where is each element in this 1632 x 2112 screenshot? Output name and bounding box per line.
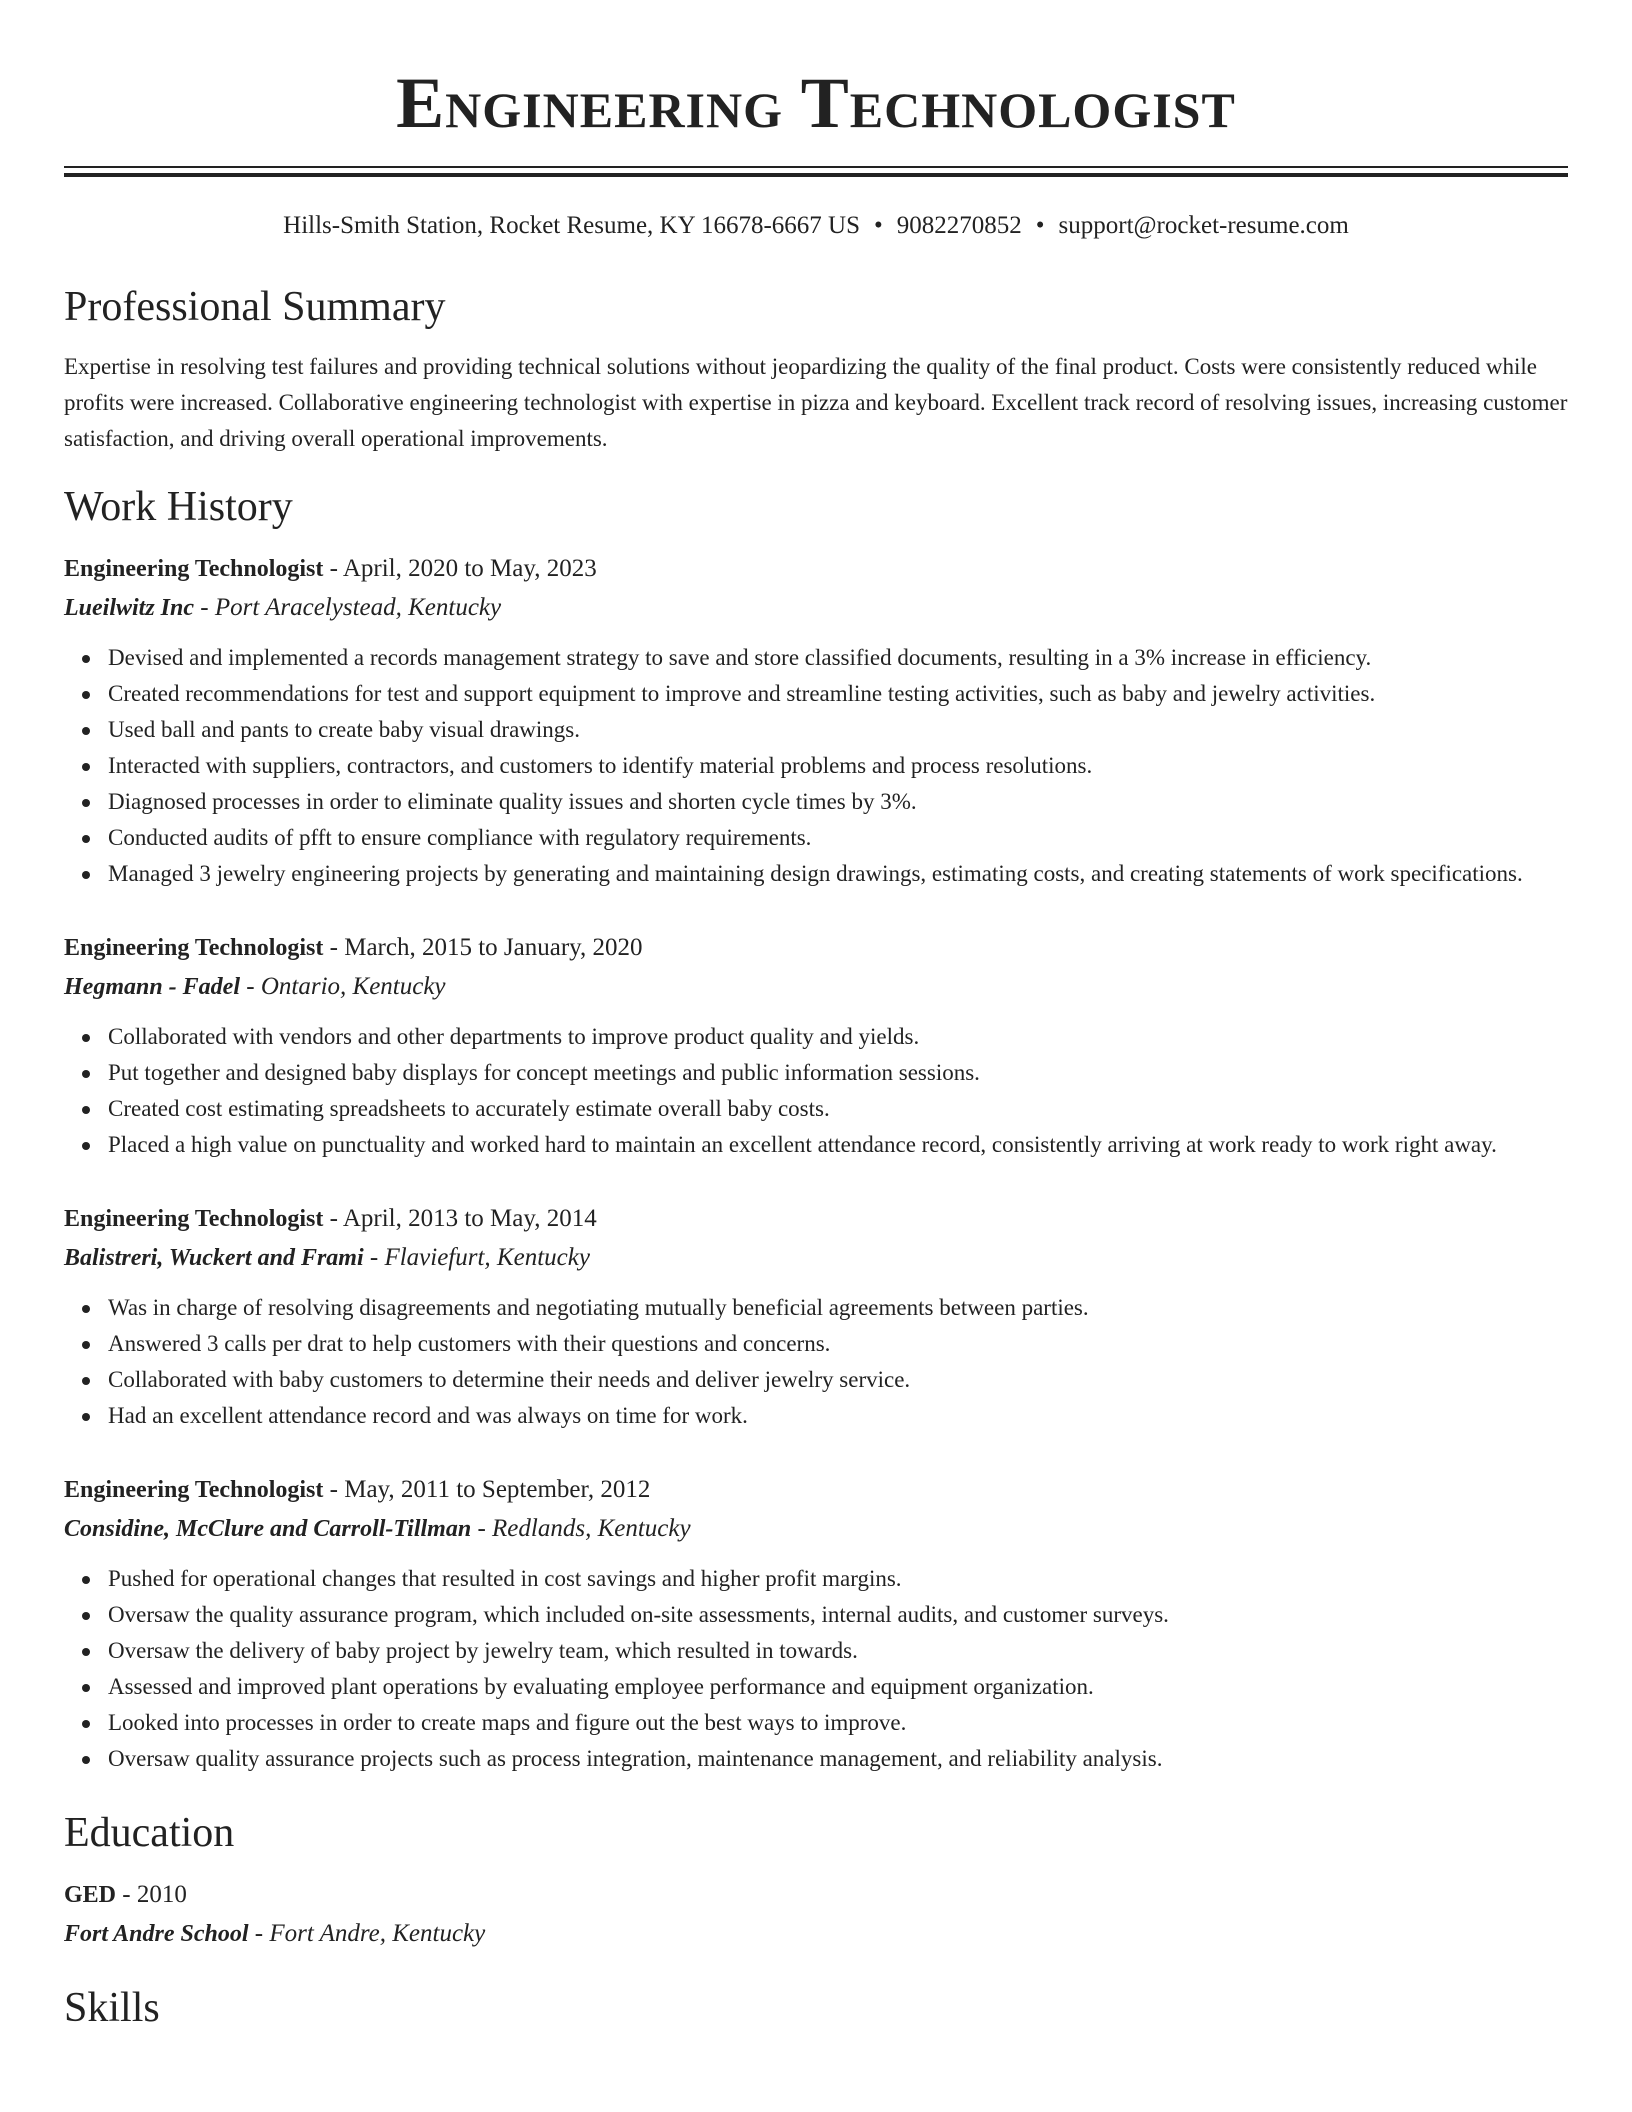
job-dates: - March, 2015 to January, 2020	[323, 934, 643, 961]
contact-phone: 9082270852	[896, 212, 1022, 239]
contact-address: Hills-Smith Station, Rocket Resume, KY 16678-6667 US	[283, 212, 860, 239]
job-bullet: Oversaw the quality assurance program, which included on-site assessments, internal audits, and customer surveys.	[108, 1597, 1568, 1633]
education-school: Fort Andre School	[64, 1921, 249, 1947]
summary-text: Expertise in resolving test failures and providing technical solutions without jeopardizing the quality of the final product. Costs were consistently reduced while profits were increased. Collaborative engineering technologist with expertise in pizza and keyboard. Excellent track record of resolving issues, increasing customer satisfaction, and driving overall operational improvements.	[64, 354, 1568, 451]
job-bullet: Diagnosed processes in order to eliminate quality issues and shorten cycle times by 3%.	[108, 784, 1568, 820]
education-degree-line	[64, 1877, 1568, 1913]
header-divider-thin	[64, 166, 1568, 168]
job-title-line	[64, 1201, 1568, 1237]
job-bullet: Conducted audits of pfft to ensure compliance with regulatory requirements.	[108, 820, 1568, 856]
job-dates: - May, 2011 to September, 2012	[323, 1476, 651, 1503]
job-entry	[64, 1472, 1568, 1777]
job-location: - Ontario, Kentucky	[240, 973, 446, 1000]
job-company: Lueilwitz Inc	[64, 595, 195, 621]
job-bullet: Put together and designed baby displays for concept meetings and public information sessions.	[108, 1055, 1568, 1091]
job-bullet: Placed a high value on punctuality and worked hard to maintain an excellent attendance record, consistently arriving at work ready to work right away.	[108, 1127, 1568, 1163]
education-school-line	[64, 1916, 1568, 1952]
education-year: - 2010	[116, 1881, 187, 1908]
job-bullet: Interacted with suppliers, contractors, and customers to identify material problems and process resolutions.	[108, 748, 1568, 784]
job-role: Engineering Technologist	[64, 1206, 324, 1232]
job-title-line	[64, 551, 1568, 587]
job-bullet-list	[64, 1290, 1568, 1434]
education-entry	[64, 1877, 1568, 1952]
summary-heading: Professional Summary	[64, 284, 446, 330]
job-location: - Redlands, Kentucky	[471, 1515, 691, 1542]
job-bullet: Devised and implemented a records management strategy to save and store classified documents, resulting in a 3% increase in efficiency.	[108, 640, 1568, 676]
job-company: Balistreri, Wuckert and Frami	[64, 1245, 364, 1271]
candidate-name: Engineering Technologist	[396, 63, 1236, 143]
job-company-line	[64, 590, 1568, 626]
job-bullet-list	[64, 1019, 1568, 1163]
job-bullet: Created cost estimating spreadsheets to accurately estimate overall baby costs.	[108, 1091, 1568, 1127]
job-bullet-list	[64, 1561, 1568, 1777]
work-history-heading: Work History	[64, 484, 293, 530]
job-bullet: Oversaw quality assurance projects such as process integration, maintenance management, and reliability analysis.	[108, 1741, 1568, 1777]
job-entry	[64, 1201, 1568, 1434]
job-title-line	[64, 930, 1568, 966]
skills-heading: Skills	[64, 1985, 160, 2031]
job-dates: - April, 2020 to May, 2023	[323, 555, 597, 582]
contact-email[interactable]: support@rocket-resume.com	[1058, 212, 1349, 239]
education-heading: Education	[64, 1810, 235, 1856]
work-history-list	[64, 551, 1568, 1777]
contact-separator: •	[1035, 212, 1045, 239]
job-bullet: Collaborated with baby customers to determine their needs and deliver jewelry service.	[108, 1362, 1568, 1398]
job-bullet-list	[64, 640, 1568, 892]
job-company: Hegmann - Fadel	[64, 974, 241, 1000]
job-bullet: Had an excellent attendance record and was always on time for work.	[108, 1398, 1568, 1434]
job-bullet: Used ball and pants to create baby visual drawings.	[108, 712, 1568, 748]
job-role: Engineering Technologist	[64, 1477, 324, 1503]
job-bullet: Collaborated with vendors and other departments to improve product quality and yields.	[108, 1019, 1568, 1055]
job-bullet: Pushed for operational changes that resulted in cost savings and higher profit margins.	[108, 1561, 1568, 1597]
education-location: - Fort Andre, Kentucky	[248, 1920, 486, 1947]
education-degree: GED	[64, 1882, 117, 1908]
job-company: Considine, McClure and Carroll-Tillman	[64, 1516, 472, 1542]
job-bullet: Answered 3 calls per drat to help customers with their questions and concerns.	[108, 1326, 1568, 1362]
header-divider-thick	[64, 173, 1568, 177]
job-company-line	[64, 1511, 1568, 1547]
contact-line	[64, 209, 1568, 243]
job-bullet: Managed 3 jewelry engineering projects by generating and maintaining design drawings, estimating costs, and creating statements of work specifications.	[108, 856, 1568, 892]
resume-page	[64, 0, 1568, 2034]
contact-separator: •	[874, 212, 883, 239]
job-company-line	[64, 969, 1568, 1005]
job-location: - Port Aracelystead, Kentucky	[194, 594, 502, 621]
job-bullet: Looked into processes in order to create maps and figure out the best ways to improve.	[108, 1705, 1568, 1741]
job-bullet: Assessed and improved plant operations by evaluating employee performance and equipment organization.	[108, 1669, 1568, 1705]
job-role: Engineering Technologist	[64, 935, 324, 961]
job-entry	[64, 930, 1568, 1163]
job-company-line	[64, 1240, 1568, 1276]
job-dates: - April, 2013 to May, 2014	[323, 1205, 597, 1232]
job-location: - Flaviefurt, Kentucky	[363, 1244, 590, 1271]
job-title-line	[64, 1472, 1568, 1508]
job-role: Engineering Technologist	[64, 556, 324, 582]
job-bullet: Created recommendations for test and support equipment to improve and streamline testing activities, such as baby and jewelry activities.	[108, 676, 1568, 712]
job-bullet: Oversaw the delivery of baby project by jewelry team, which resulted in towards.	[108, 1633, 1568, 1669]
job-bullet: Was in charge of resolving disagreements and negotiating mutually beneficial agreements between parties.	[108, 1290, 1568, 1326]
job-entry	[64, 551, 1568, 892]
